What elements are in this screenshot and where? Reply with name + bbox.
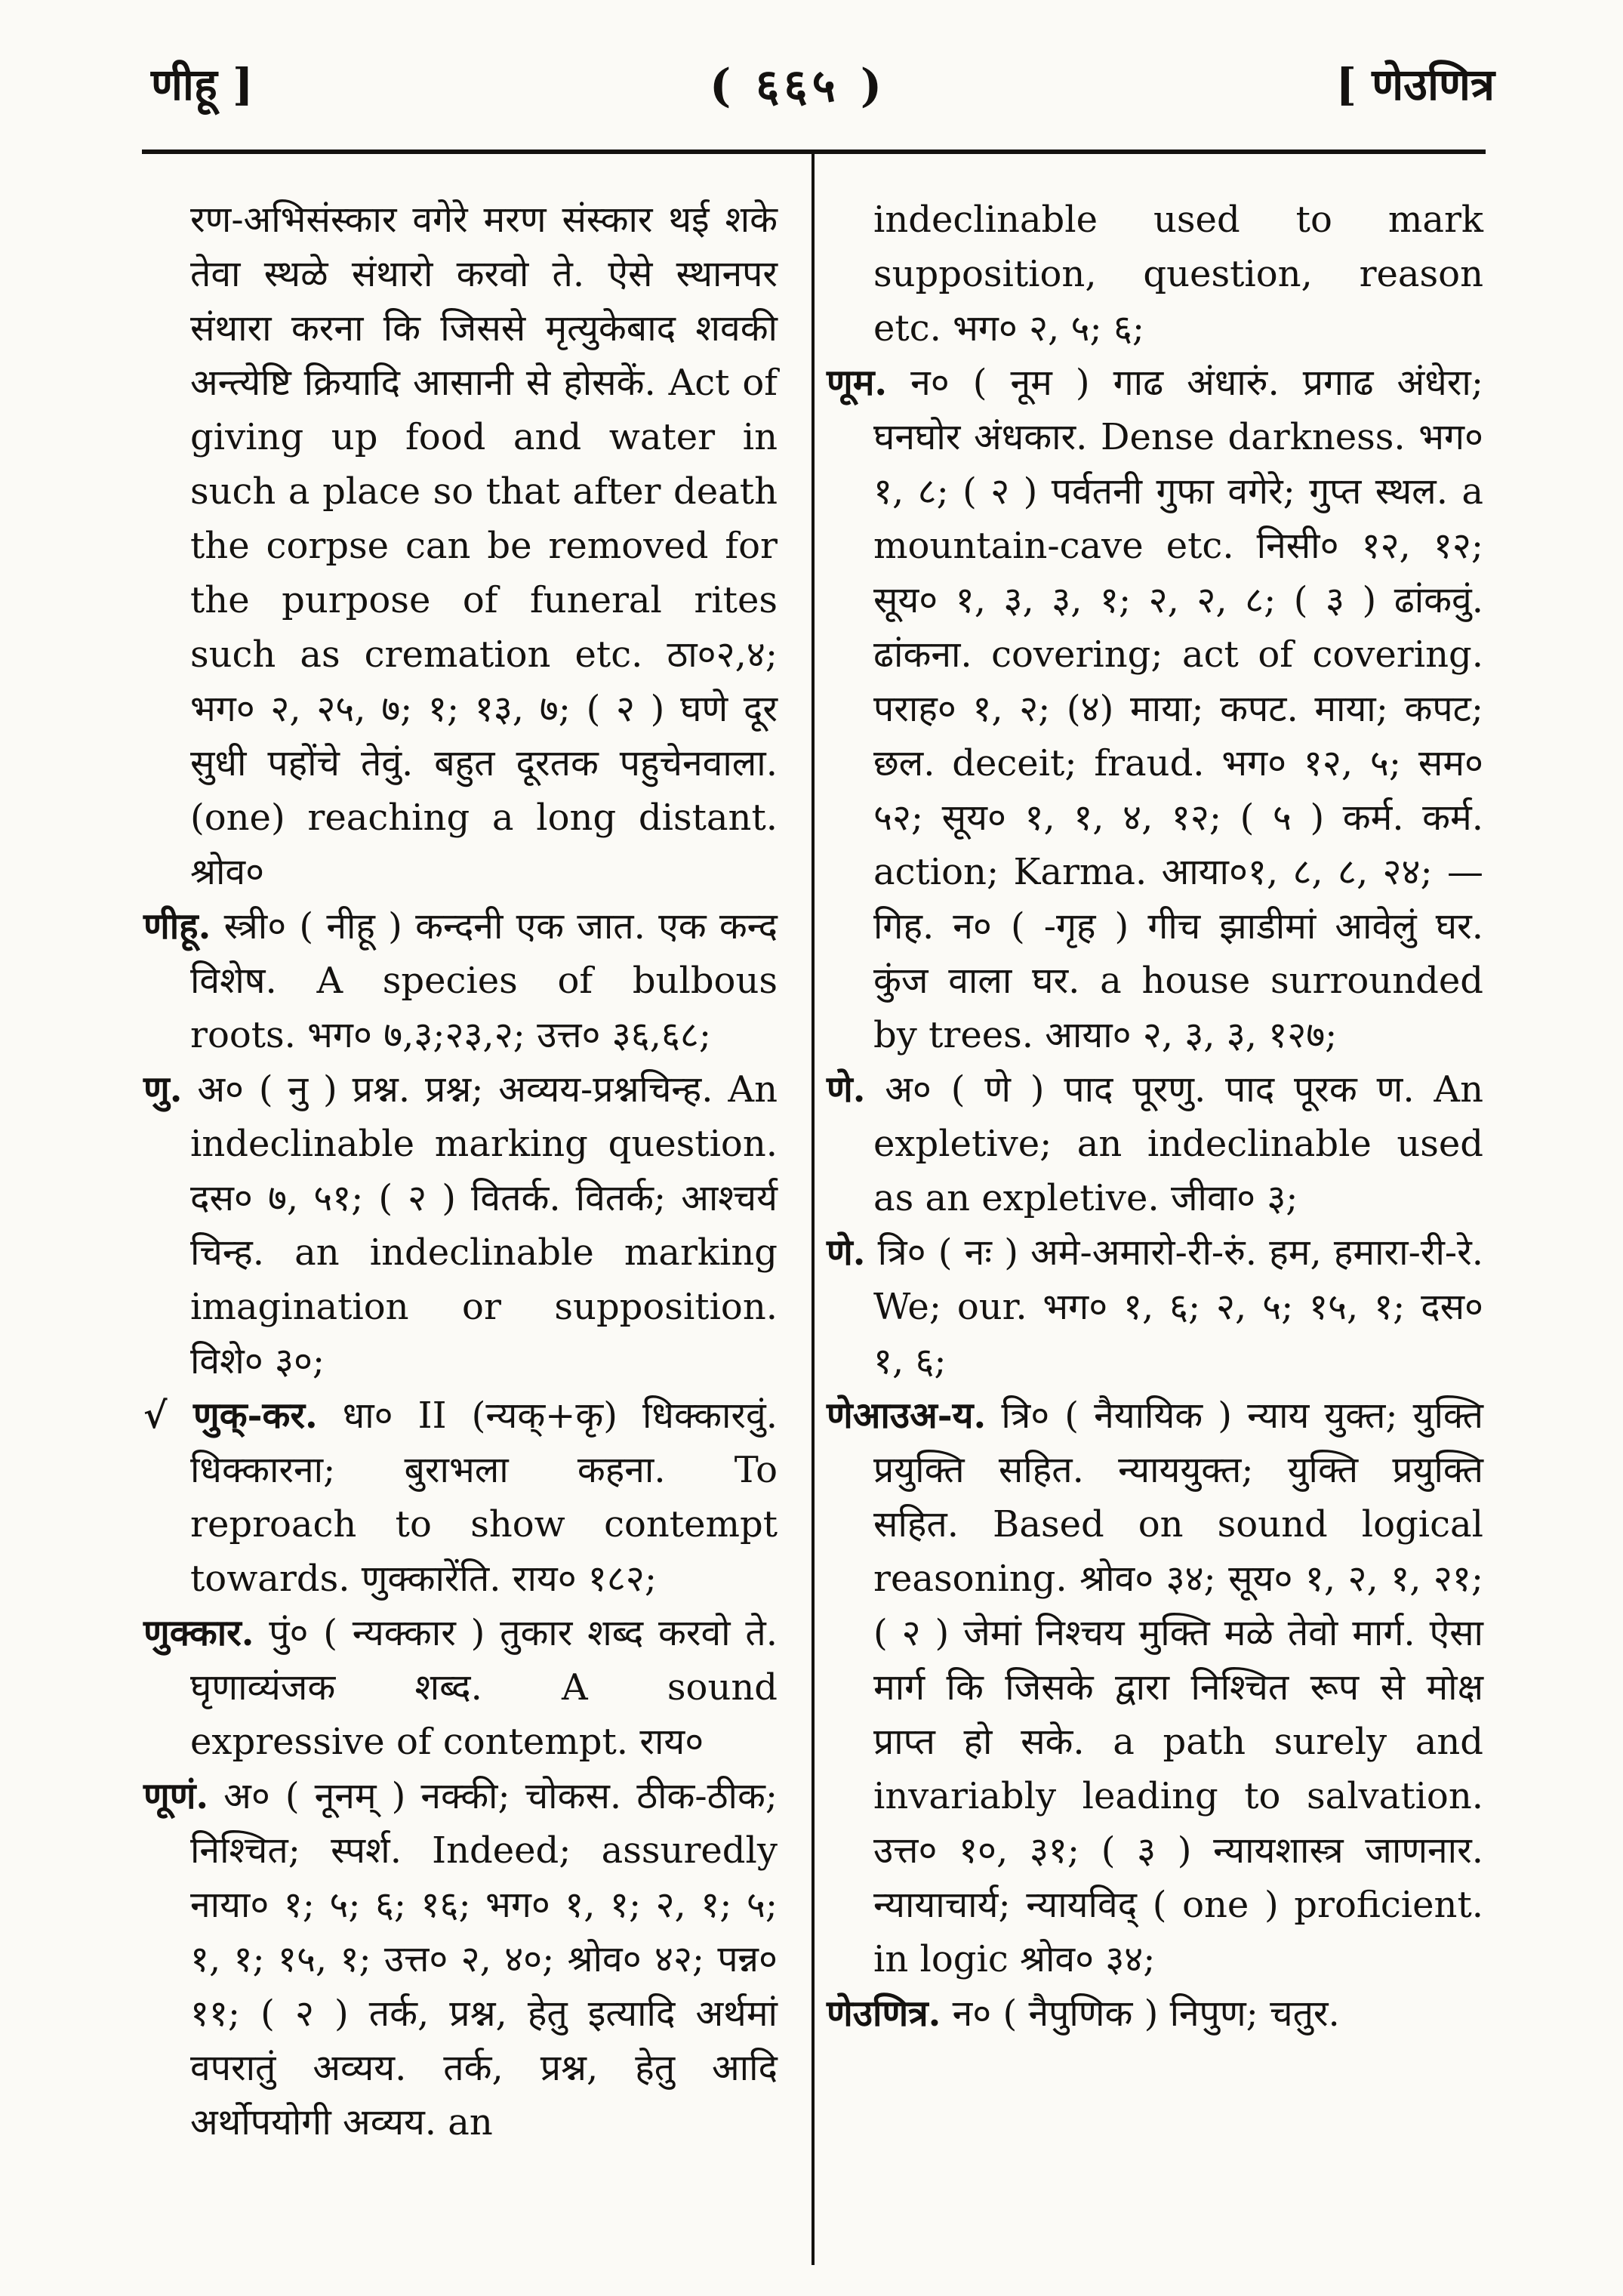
column-divider <box>812 151 815 2265</box>
dictionary-entry <box>827 1388 1483 1986</box>
right-column <box>827 193 1483 2041</box>
entry-body: अ० ( नूनम् ) नक्की; चोकस. ठीक-ठीक; निश्चित; स्पर्श. Indeed; assuredly नाया० १; ५; ६; १६; भग० १, १; २, १; ५; १, १; १५, १; उत्त० २, ४०; श्रोव० ४२; पन्न० ११; ( २ ) तर्क, प्रश्न, हेतु इत्यादि अर्थमां वपरातुं अव्यय. तर्क, प्रश्न, हेतु आदि अर्थोपयोगी अव्यय. an <box>190 1775 778 2143</box>
entry-body: अ० ( नु ) प्रश्न. प्रश्न; अव्यय-प्रश्नचिन्ह. An indeclinable marking question. दस० ७, ५१; ( २ ) वितर्क. वितर्क; आश्चर्य चिन्ह. an indeclinable marking imagination or supposition. विशे० ३०; <box>190 1068 778 1382</box>
dictionary-entry <box>827 1986 1483 2041</box>
entry-headword: √ णुक्-कर. <box>143 1395 318 1437</box>
entry-continuation <box>827 193 1483 356</box>
dictionary-entry <box>143 1388 778 1606</box>
dictionary-entry <box>143 1606 778 1769</box>
entry-body: त्रि० ( नैयायिक ) न्याय युक्त; युक्ति प्रयुक्ति सहित. न्याययुक्त; युक्ति प्रयुक्ति सहित. Based on sound logical reasoning. श्रोव० ३४; सूय० १, २, १, २१; ( २ ) जेमां निश्चय मुक्ति मळे तेवो मार्ग. ऐसा मार्ग कि जिसके द्वारा निश्चित रूप से मोक्ष प्राप्त हो सके. a path surely and invariably leading to salvation. उत्त० १०, ३१; ( ३ ) न्यायशास्त्र जाणनार. न्यायाचार्य; न्यायविद् ( one ) proficient. in logic श्रोव० ३४; <box>873 1395 1483 1980</box>
entry-body: स्त्री० ( नीहू ) कन्दनी एक जात. एक कन्द विशेष. A species of bulbous roots. भग० ७,३;२३,२; उत्त० ३६,६८; <box>190 905 778 1056</box>
page-header <box>0 0 1623 159</box>
entry-body: त्रि० ( नः ) अमे-अमारो-री-रुं. हम, हमारा-री-रे. We; our. भग० १, ६; २, ५; १५, १; दस० १, ६; <box>873 1231 1484 1382</box>
entry-headword: णेआउअ-य. <box>827 1395 987 1437</box>
entry-headword: णीहू. <box>143 905 211 948</box>
entry-body: अ० ( णे ) पाद पूरणु. पाद पूरक ण. An expletive; an indeclinable used as an expletive. जीवा० ३; <box>873 1068 1483 1219</box>
entry-continuation <box>143 193 778 899</box>
dictionary-entry <box>143 899 778 1062</box>
dictionary-entry <box>827 1225 1483 1388</box>
entry-body: न० ( नैपुणिक ) निपुण; चतुर. <box>952 1992 1340 2035</box>
entry-headword: णेउणित्र. <box>827 1992 941 2035</box>
running-head-left: णीहू ] <box>151 59 254 110</box>
entry-body: न० ( नूम ) गाढ अंधारुं. प्रगाढ अंधेरा; घनघोर अंधकार. Dense darkness. भग० १, ८; ( २ ) पर्वतनी गुफा वगेरे; गुप्त स्थल. a mountain-cave etc. निसी० १२, १२; सूय० १, ३, ३, १; २, २, ८; ( ३ ) ढांकवुं. ढांकना. covering; act of covering. पराह० १, २; (४) माया; कपट. माया; कपट; छल. deceit; fraud. भग० १२, ५; सम० ५२; सूय० १, १, ४, १२; ( ५ ) कर्म. कर्म. action; Karma. आया०१, ८, ८, २४; —गिह. न० ( -गृह ) गीच झाडीमां आवेलुं घर. कुंज वाला घर. a house surrounded by trees. आया० २, ३, ३, १२७; <box>873 362 1483 1056</box>
dictionary-entry <box>143 1062 778 1388</box>
left-column <box>143 193 778 2150</box>
dictionary-entry <box>827 1062 1483 1225</box>
dictionary-entry <box>143 1769 778 2150</box>
entry-body: धा० II (न्यक्+कृ) धिक्कारवुं. धिक्कारना; बुराभला कहना. To reproach to show contempt towards. णुक्कारेंति. राय० १८२; <box>190 1395 778 1600</box>
entry-headword: णु. <box>143 1068 183 1111</box>
running-head-right: [ णेउणित्र <box>1335 59 1495 110</box>
dictionary-entry <box>827 356 1483 1062</box>
entry-headword: णे. <box>827 1068 866 1111</box>
entry-headword: णूणं. <box>143 1775 209 1817</box>
entry-headword: णूम. <box>827 362 888 404</box>
entry-headword: णे. <box>827 1231 866 1274</box>
entry-body: पुं० ( न्यक्कार ) तुकार शब्द करवो ते. घृणाव्यंजक शब्द. A sound expressive of contempt. राय० <box>190 1612 778 1763</box>
page-number: ( ६६५ ) <box>710 60 887 112</box>
entry-body: indeclinable used to mark supposition, question, reason etc. भग० २, ५; ६; <box>873 199 1483 350</box>
entry-body: रण-अभिसंस्कार वगेरे मरण संस्कार थई शके तेवा स्थळे संथारो करवो ते. ऐसे स्थानपर संथारा करना कि जिससे मृत्युकेबाद शवकी अन्त्येष्टि क्रियादि आसानी से होसकें. Act of giving up food and water in such a place so that after death the corpse can be removed for the purpose of funeral rites such as cremation etc. ठा०२,४; भग० २, २५, ७; १; १३, ७; ( २ ) घणे दूर सुधी पहोंचे तेवुं. बहुत दूरतक पहुचेनवाला. (one) reaching a long distant. श्रोव० <box>190 199 778 893</box>
entry-headword: णुक्कार. <box>143 1612 254 1654</box>
